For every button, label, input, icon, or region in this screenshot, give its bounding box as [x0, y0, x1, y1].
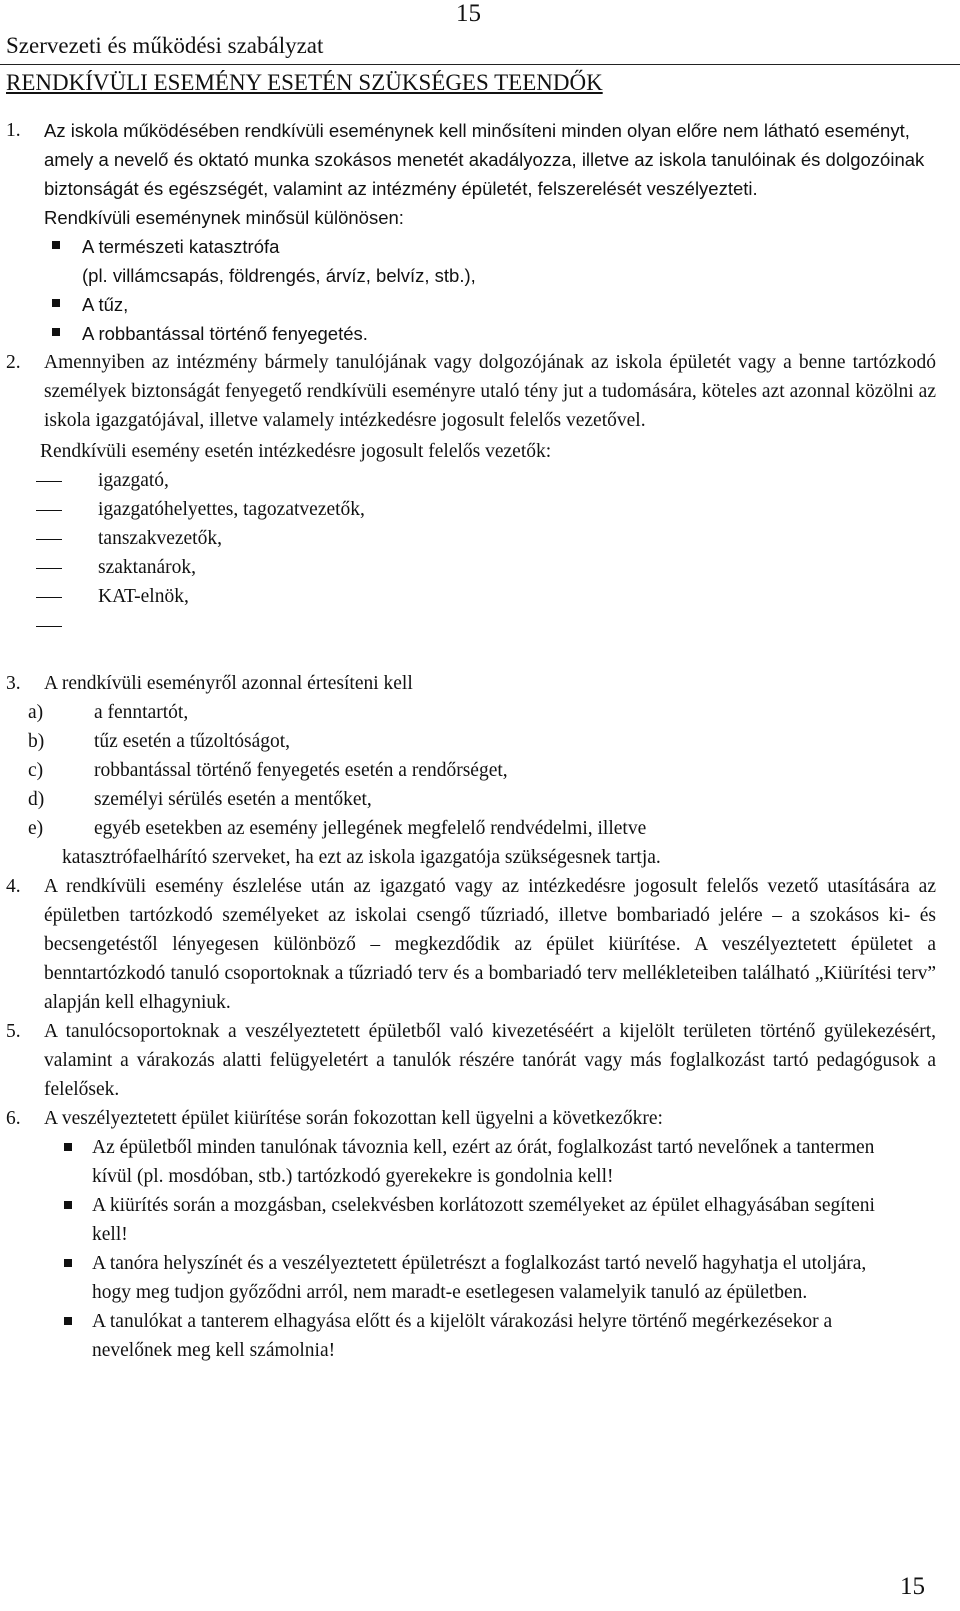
- item-1-text: Az iskola működésében rendkívüli eseménynek kell minősíteni minden olyan előre nem látható eseményt, amely a nevelő és oktató munka szokásos menetét akadályozza, illetve az iskola tanulóinak és dolgozóinak biztonságát és egészségét, valamint az intézmény épületét, felszerelését veszélyezteti.: [44, 120, 925, 199]
- dash-icon: [36, 553, 64, 582]
- item-number: 6.: [6, 1108, 21, 1129]
- dash-list-item: igazgató,: [6, 466, 936, 495]
- list-item-6: [6, 1104, 936, 1133]
- item-1-subheading: Rendkívüli eseménynek minősül különösen:: [44, 207, 404, 228]
- dash-list-item: KAT-elnök,: [6, 582, 936, 611]
- list-item-5: [6, 1017, 936, 1104]
- notify-list: [6, 698, 936, 872]
- lettered-item: d) személyi sérülés esetén a mentőket,: [28, 789, 372, 810]
- list-item-1: [6, 116, 936, 348]
- section-title: [6, 68, 603, 98]
- evacuation-rules-list: [6, 1133, 936, 1365]
- item-number: 4.: [6, 876, 21, 897]
- square-bullet-icon: [52, 241, 60, 249]
- square-bullet-icon: [62, 1307, 92, 1365]
- item-6-text: A veszélyeztetett épület kiürítése során fokozottan kell ügyelni a következőkre:: [44, 1108, 663, 1129]
- document-header-title: Szervezeti és működési szabályzat: [6, 33, 324, 58]
- dash-list-item: igazgatóhelyettes, tagozatvezetők,: [6, 495, 936, 524]
- item-number: 5.: [6, 1021, 21, 1042]
- list-item-2: [6, 348, 936, 435]
- square-bullet-icon: [62, 1191, 92, 1249]
- item-2-subheading: Rendkívüli esemény esetén intézkedésre jogosult felelős vezetők:: [40, 441, 552, 462]
- list-item-4: [6, 872, 936, 1017]
- lettered-item: a) a fenntartót,: [28, 702, 189, 723]
- dash-list-item: tanszakvezetők,: [6, 524, 936, 553]
- dash-icon: [36, 611, 64, 640]
- dash-list-item: [6, 611, 936, 640]
- item-number: 3.: [6, 673, 21, 694]
- dash-icon: [36, 582, 64, 611]
- bullet-item: A tanóra helyszínét és a veszélyeztetett épületrészt a foglalkozást tartó nevelő hagyhatja el utoljára, hogy meg tudjon győződni arról, nem maradt-e esetlegesen valamelyik tanuló az épületben.: [6, 1249, 936, 1307]
- bullet-item: A tanulókat a tanterem elhagyása előtt és a kijelölt várakozási helyre történő megérkezésekor a nevelőnek meg kell számolnia!: [6, 1307, 936, 1365]
- square-bullet-icon: [52, 299, 60, 307]
- leaders-list: [6, 466, 936, 640]
- item-3-text: A rendkívüli eseményről azonnal értesíteni kell: [44, 673, 413, 694]
- page-number-top: 15: [456, 0, 481, 27]
- square-bullet-icon: [62, 1249, 92, 1307]
- page-number-bottom: 15: [900, 1573, 925, 1600]
- bullet-continuation: (pl. villámcsapás, földrengés, árvíz, belvíz, stb.),: [82, 265, 476, 286]
- header-divider: [0, 64, 960, 65]
- dash-list-item: szaktanárok,: [6, 553, 936, 582]
- list-item-3: [6, 669, 936, 698]
- square-bullet-icon: [62, 1133, 92, 1191]
- bullet-item: A tűz,: [44, 290, 936, 319]
- dash-icon: [36, 495, 64, 524]
- item-number: 1.: [6, 120, 21, 141]
- lettered-item: e) egyéb esetekben az esemény jellegének megfelelő rendvédelmi, illetve: [28, 818, 647, 839]
- lettered-item: c) robbantással történő fenyegetés esetén a rendőrséget,: [28, 760, 508, 781]
- bullet-item: A természeti katasztrófa: [44, 232, 936, 261]
- section-title-text: RENDKÍVÜLI ESEMÉNY ESETÉN SZÜKSÉGES TEENDŐK: [6, 70, 603, 95]
- square-bullet-icon: [52, 328, 60, 336]
- bullet-item: A kiürítés során a mozgásban, cselekvésben korlátozott személyeket az épület elhagyásában segíteni kell!: [6, 1191, 936, 1249]
- item-5-text: A tanulócsoportoknak a veszélyeztetett épületből való kivezetéséért a kijelölt területen történő gyülekezésért, valamint a várakozás alatti felügyeletért a tanulók részére tanórát vagy más foglalkozást tartó pedagógusok a felelősek.: [44, 1021, 936, 1100]
- item-2-text: Amennyiben az intézmény bármely tanulójának vagy dolgozójának az iskola épületét vagy a benne tartózkodó személyek biztonságát fenyegető rendkívüli eseményre utaló tény jut a tudomására, köteles azt azonnal közölni az iskola igazgatójával, illetve valamely intézkedésre jogosult felelős vezetővel.: [44, 352, 936, 431]
- item-number: 2.: [6, 352, 21, 373]
- dash-icon: [36, 466, 64, 495]
- lettered-item: b) tűz esetén a tűzoltóságot,: [28, 731, 291, 752]
- dash-icon: [36, 524, 64, 553]
- bullet-item: A robbantással történő fenyegetés.: [44, 319, 936, 348]
- document-body: [6, 116, 936, 1365]
- item-4-text: A rendkívüli esemény észlelése után az igazgató vagy az intézkedésre jogosult felelős vezető utasítására az épületben tartózkodó személyeket az iskolai csengő tűzriadó, illetve bombariadó jelére – a szokásos ki- és becsengetéstől lényegesen különböző – megkezdődik az épület kiürítése. A veszélyeztetett épületet a benntartózkodó tanuló csoportoknak a tűzriadó terv és a bombariadó terv mellékleteiben található „Kiürítési terv” alapján kell elhagyniuk.: [44, 876, 936, 1013]
- bullet-item: Az épületből minden tanulónak távoznia kell, ezért az órát, foglalkozást tartó nevelőnek a tantermen kívül (pl. mosdóban, stb.) tartózkodó gyerekekre is gondolnia kell!: [6, 1133, 936, 1191]
- lettered-item-continuation: katasztrófaelhárító szerveket, ha ezt az iskola igazgatója szükségesnek tartja.: [62, 847, 661, 868]
